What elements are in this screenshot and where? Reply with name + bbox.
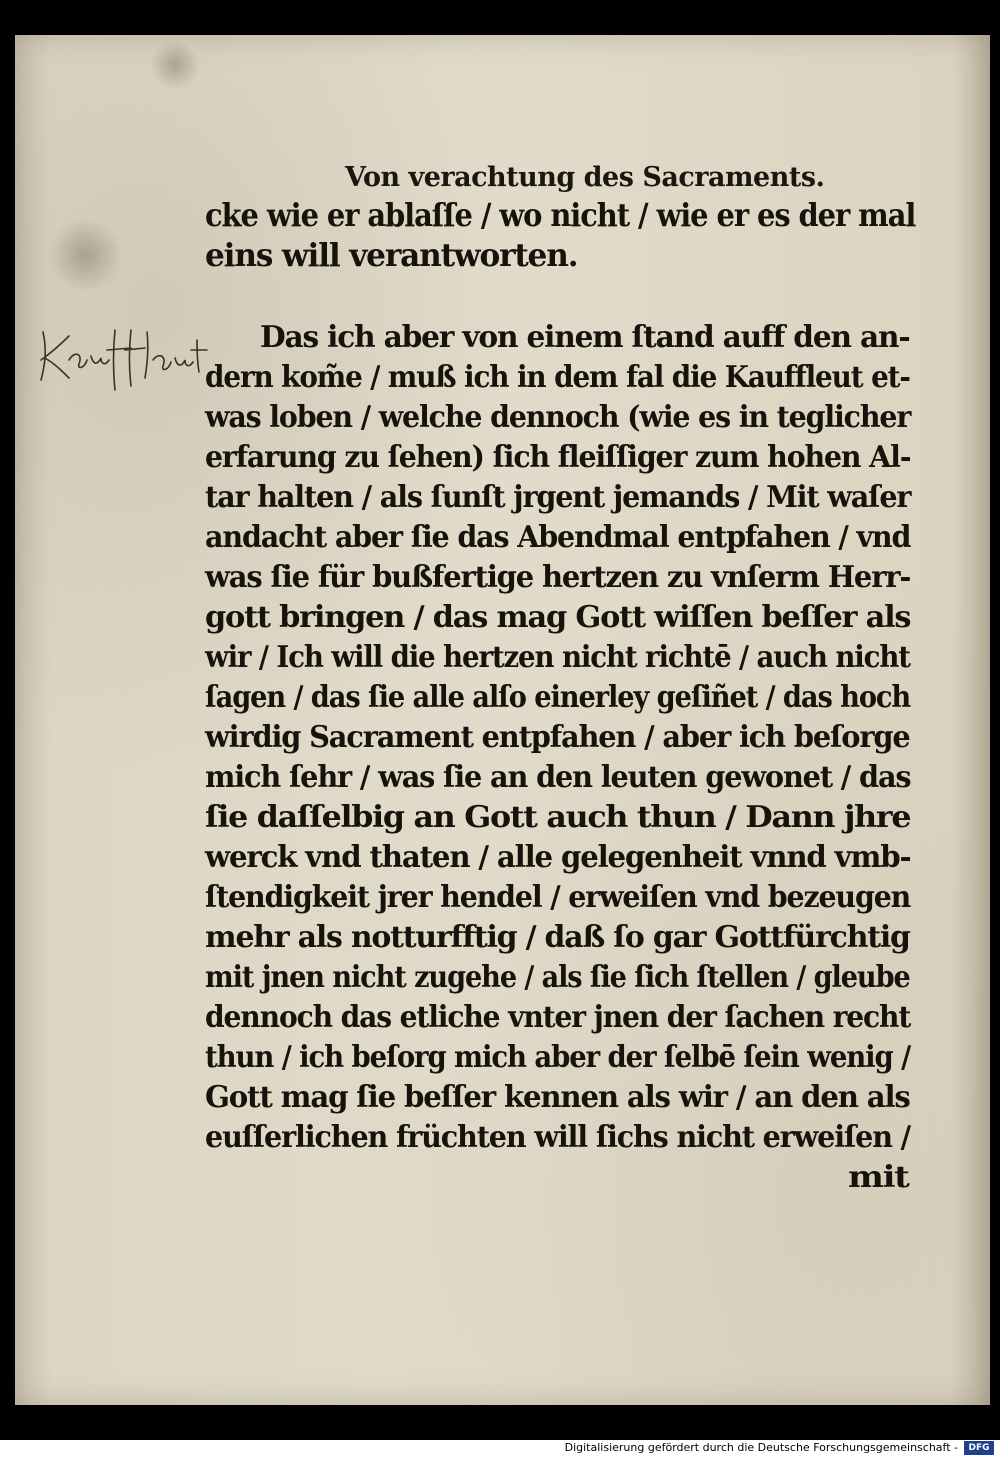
text-line: andacht aber ſie das Abendmal entpfahen / vnd <box>205 520 911 555</box>
ink-smudge <box>150 40 200 90</box>
text-line: dennoch das etliche vnter jnen der ſachen recht <box>205 1000 911 1035</box>
running-head: Von verachtung des Sacraments. <box>345 162 825 193</box>
text-line: ſie daſſelbig an Gott auch thun / Dann jhre <box>205 800 911 835</box>
text-line: thun / ich beſorg mich aber der ſelbē ſein wenig / <box>205 1040 911 1075</box>
text-line: erfarung zu ſehen) ſich fleiſſiger zum hohen Al- <box>205 440 911 475</box>
text-line: werck vnd thaten / alle gelegenheit vnnd vmb- <box>205 840 911 875</box>
text-line: Gott mag ſie beſſer kennen als wir / an den als <box>205 1080 910 1115</box>
text-line: dern kom̃e / muß ich in dem fal die Kauffleut et- <box>205 360 910 395</box>
text-line: tar halten / als ſunſt jrgent jemands / Mit waſer <box>205 480 911 515</box>
handwritten-marginal-note <box>35 320 215 400</box>
text-line: mit jnen nicht zugehe / als ſie ſich ſtellen / gleube <box>205 960 910 995</box>
text-line: cke wie er ablaſſe / wo nicht / wie er es der mal <box>205 196 916 234</box>
text-line: mehr als notturfftig / daß ſo gar Gottfürchtig <box>205 920 910 955</box>
footer-credit: Digitalisierung gefördert durch die Deutsche Forschungsgemeinschaft - <box>564 1441 958 1454</box>
text-line: eins will verantworten. <box>205 236 578 274</box>
text-line: gott bringen / das mag Gott wiſſen beſſer als <box>205 600 911 635</box>
text-line: Das ich aber von einem ſtand auff den an- <box>260 320 910 355</box>
text-line: ſtendigkeit jrer hendel / erweiſen vnd bezeugen <box>205 880 911 915</box>
text-line: wir / Ich will die hertzen nicht richtē / auch nicht <box>205 640 910 675</box>
text-line: mich ſehr / was ſie an den leuten gewonet / das <box>205 760 911 795</box>
text-line: ſagen / das ſie alle alſo einerley geſiñet / das hoch <box>205 680 911 715</box>
ink-smudge <box>45 220 125 290</box>
text-line: wirdig Sacrament entpfahen / aber ich beſorge <box>205 720 910 755</box>
text-line: was loben / welche dennoch (wie es in teglicher <box>205 400 911 435</box>
dfg-logo: DFG <box>964 1441 994 1455</box>
text-line: was ſie für bußfertige hertzen zu vnſerm Herr- <box>205 560 911 595</box>
text-line: mit <box>848 1160 909 1195</box>
text-line: euſſerlichen früchten will ſichs nicht erweiſen / <box>205 1120 910 1155</box>
